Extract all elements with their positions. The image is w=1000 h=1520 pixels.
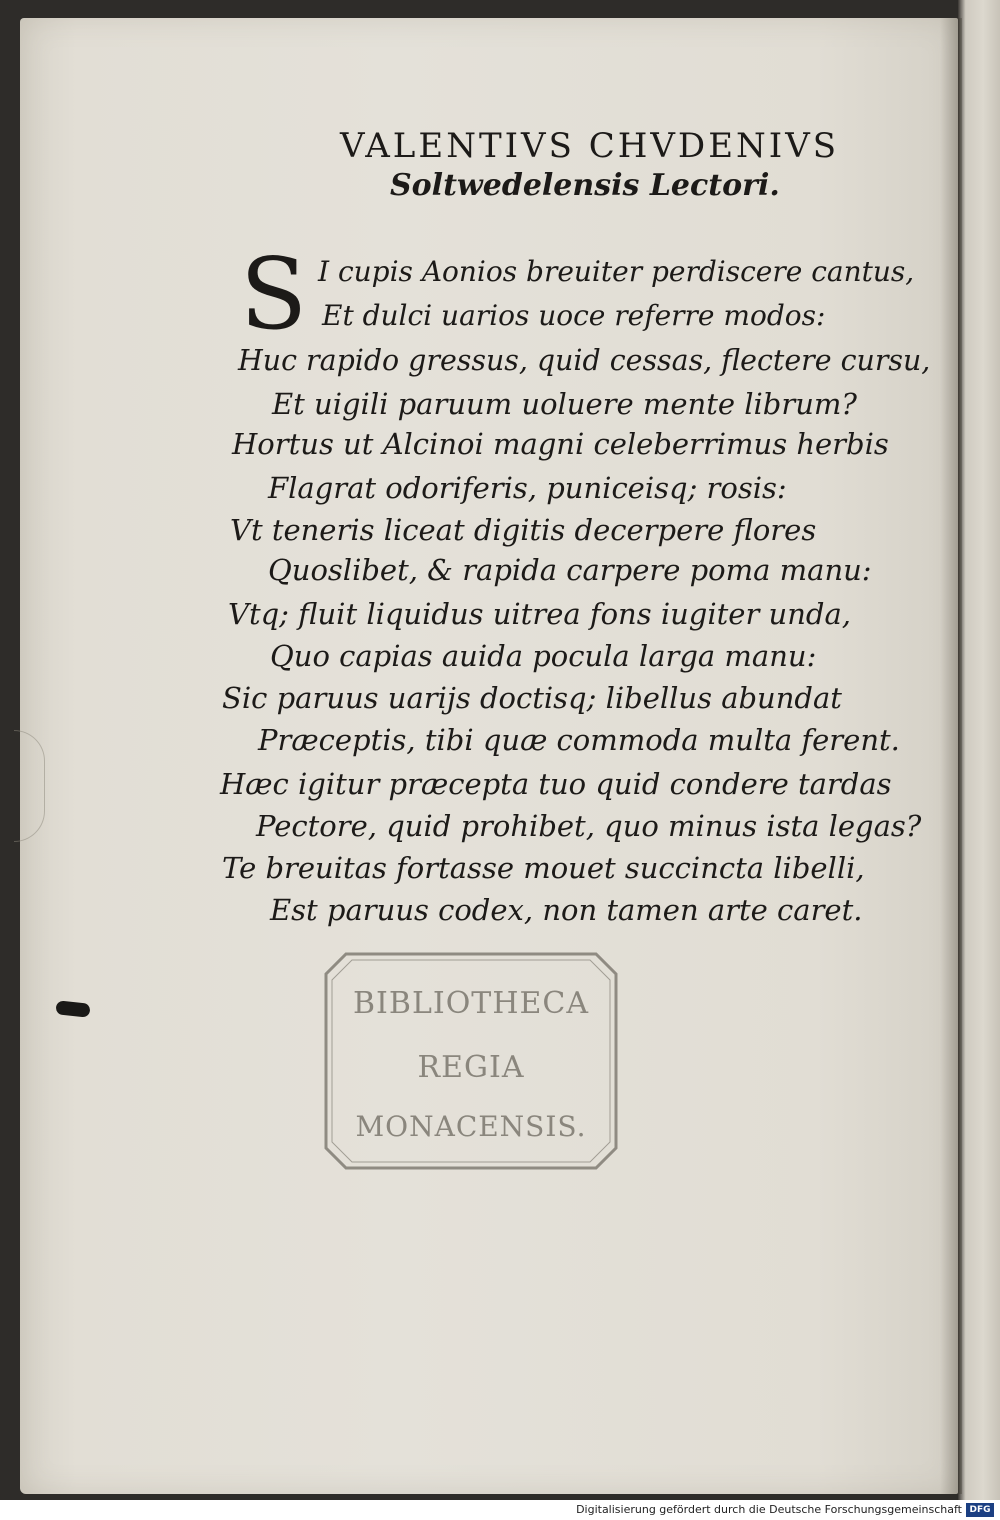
poem-line: Te breuitas fortasse mouet succincta libelli, xyxy=(222,851,865,885)
poem-line: Et dulci uarios uoce referre modos: xyxy=(322,299,826,332)
poem-line: Pectore, quid prohibet, quo minus ista legas? xyxy=(256,809,922,843)
poem-line: Vt teneris liceat digitis decerpere flores xyxy=(230,513,817,547)
funding-notice: Digitalisierung gefördert durch die Deutsche Forschungsgemeinschaft xyxy=(576,1503,962,1516)
stamp-line: MONACENSIS. xyxy=(355,1110,587,1143)
poem-line: Sic paruus uarijs doctisq; libellus abundat xyxy=(222,681,842,715)
page-subheading: Soltwedelensis Lectori. xyxy=(390,168,780,203)
stamp-line: BIBLIOTHECA xyxy=(353,986,589,1021)
poem-line: Quo capias auida pocula larga manu: xyxy=(270,639,817,673)
dfg-logo: DFG xyxy=(966,1503,994,1517)
poem-line: Præceptis, tibi quæ commoda multa ferent. xyxy=(258,723,900,757)
poem-line: I cupis Aonios breuiter perdiscere cantus, xyxy=(318,255,915,288)
poem-line: Hæc igitur præcepta tuo quid condere tardas xyxy=(220,767,892,801)
poem-line: Flagrat odoriferis, puniceisq; rosis: xyxy=(268,471,787,505)
poem-line: Et uigili paruum uoluere mente librum? xyxy=(272,387,857,421)
library-stamp xyxy=(322,950,620,1172)
facing-page-edge xyxy=(958,0,1000,1500)
page-edge-notch xyxy=(14,730,45,842)
footer-bar xyxy=(0,1500,1000,1520)
poem-line: Vtq; fluit liquidus uitrea fons iugiter unda, xyxy=(228,597,851,631)
poem-line: Quoslibet, & rapida carpere poma manu: xyxy=(268,553,872,587)
gutter-shadow xyxy=(940,18,962,1494)
page-heading: VALENTIVS CHVDENIVS xyxy=(340,126,840,166)
stamp-line: REGIA xyxy=(417,1050,525,1085)
drop-initial: S xyxy=(240,238,308,352)
poem-line: Hortus ut Alcinoi magni celeberrimus herbis xyxy=(232,427,889,461)
poem-line: Est paruus codex, non tamen arte caret. xyxy=(270,893,863,927)
poem-line: Huc rapido gressus, quid cessas, flectere cursu, xyxy=(238,343,931,377)
